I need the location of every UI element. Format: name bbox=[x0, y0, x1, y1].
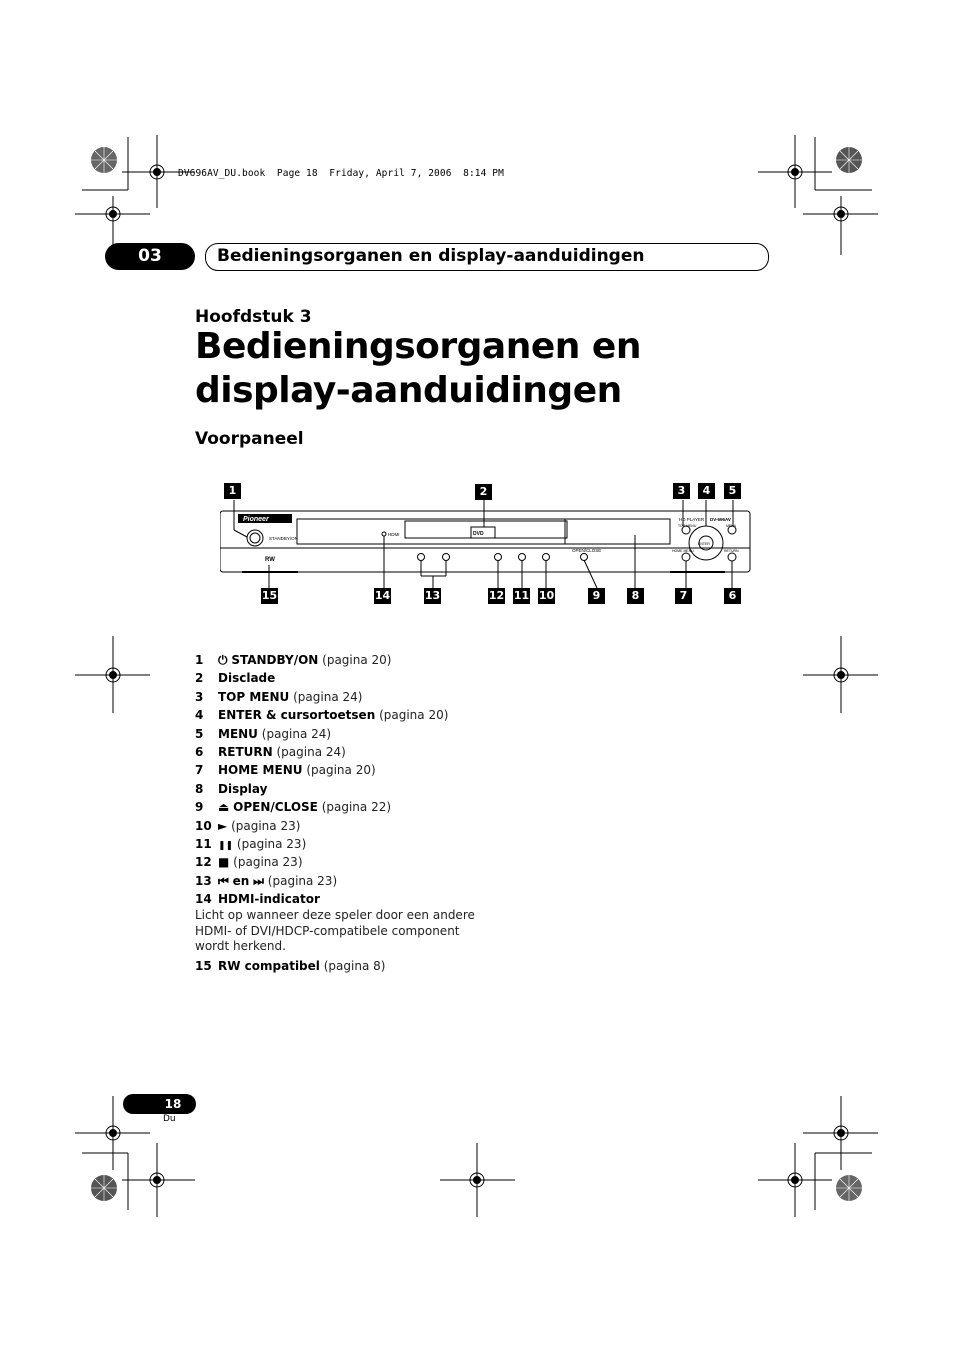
legend-item bbox=[195, 817, 495, 835]
legend-item bbox=[195, 651, 495, 669]
legend-number: 8 bbox=[195, 781, 204, 796]
callout-10: 10 bbox=[538, 589, 555, 602]
chapter-number: 03 bbox=[138, 246, 162, 266]
panel-rw-logo: RW bbox=[265, 557, 275, 563]
panel-model-label: DV-696AV bbox=[710, 517, 731, 522]
legend-number: 13 bbox=[195, 873, 212, 888]
legend-item bbox=[195, 725, 495, 743]
legend-number: 7 bbox=[195, 763, 204, 778]
legend-label: RETURN bbox=[218, 744, 273, 759]
legend-number: 5 bbox=[195, 726, 204, 741]
pause-icon: ❚❚ bbox=[218, 840, 234, 851]
legend-label: STANDBY/ON bbox=[231, 653, 319, 667]
legend-item bbox=[195, 780, 495, 798]
panel-brand: Pioneer bbox=[243, 516, 269, 523]
panel-standby-label: STANDBY/ON bbox=[269, 536, 298, 541]
legend-label: Display bbox=[218, 781, 268, 796]
legend-number: 4 bbox=[195, 708, 204, 723]
legend-page-ref: (pagina 20) bbox=[322, 653, 392, 667]
front-panel-diagram bbox=[220, 480, 760, 610]
legend-description: Licht op wanneer deze speler door een andere HDMI- of DVI/HDCP-compatibele component wordt herkend. bbox=[195, 908, 475, 954]
chapter-header-title: Bedieningsorganen en display-aanduidingen bbox=[217, 246, 645, 266]
legend-item bbox=[195, 872, 495, 890]
legend-page-ref: (pagina 24) bbox=[276, 744, 346, 759]
legend-item bbox=[195, 706, 495, 724]
control-legend bbox=[195, 651, 495, 975]
page-title: Bedieningsorganen en display-aanduidingen bbox=[195, 326, 641, 411]
page-number: 18 bbox=[164, 1097, 182, 1111]
legend-number: 1 bbox=[195, 653, 204, 667]
callout-7: 7 bbox=[675, 588, 692, 604]
panel-top-menu-label: TOP MENU bbox=[678, 524, 697, 528]
callout-14: 14 bbox=[374, 589, 391, 602]
legend-label: HOME MENU bbox=[218, 763, 303, 778]
legend-item bbox=[195, 835, 495, 853]
legend-item bbox=[195, 798, 495, 816]
legend-number: 15 bbox=[195, 958, 212, 973]
legend-page-ref: (pagina 23) bbox=[231, 818, 301, 833]
panel-hd-player-label: HD PLAYER bbox=[679, 517, 705, 522]
panel-enter-label: ENTER bbox=[698, 542, 710, 546]
legend-page-ref: (pagina 24) bbox=[293, 689, 363, 704]
legend-number: 3 bbox=[195, 689, 204, 704]
callout-1: 1 bbox=[224, 483, 241, 499]
legend-item bbox=[195, 688, 495, 706]
callout-11: 11 bbox=[513, 589, 530, 602]
previous-icon: ⏮ bbox=[218, 873, 229, 888]
section-heading: Voorpaneel bbox=[195, 429, 304, 449]
panel-open-close-label: OPEN/CLOSE bbox=[572, 548, 602, 553]
callout-6: 6 bbox=[724, 588, 741, 604]
callout-8: 8 bbox=[627, 588, 644, 604]
legend-label: OPEN/CLOSE bbox=[233, 800, 318, 815]
legend-item bbox=[195, 669, 495, 687]
chapter-label: Hoofdstuk 3 bbox=[195, 307, 312, 327]
panel-return-label: RETURN bbox=[724, 549, 739, 553]
legend-label: RW compatibel bbox=[218, 958, 320, 973]
legend-number: 14 bbox=[195, 892, 212, 907]
legend-number: 2 bbox=[195, 671, 204, 686]
callout-15: 15 bbox=[261, 589, 278, 602]
legend-page-ref: (pagina 8) bbox=[323, 958, 386, 973]
legend-page-ref: (pagina 24) bbox=[261, 726, 332, 741]
legend-label: Disclade bbox=[218, 671, 276, 686]
legend-page-ref: (pagina 20) bbox=[306, 763, 376, 778]
callout-5: 5 bbox=[724, 483, 741, 499]
eject-icon: ⏏ bbox=[218, 800, 230, 815]
legend-number: 10 bbox=[195, 818, 212, 833]
play-icon: ► bbox=[218, 818, 228, 833]
stop-icon: ■ bbox=[218, 855, 230, 870]
legend-number: 12 bbox=[195, 855, 212, 870]
legend-item bbox=[195, 890, 495, 908]
legend-item bbox=[195, 853, 495, 871]
legend-label: HDMI-indicator bbox=[218, 892, 320, 907]
panel-menu-label: MENU bbox=[726, 524, 737, 528]
legend-number: 6 bbox=[195, 744, 204, 759]
legend-number: 11 bbox=[195, 836, 212, 851]
standby-icon: ⏻ bbox=[218, 653, 228, 667]
callout-4: 4 bbox=[698, 483, 715, 499]
panel-home-menu-label: HOME MENU bbox=[672, 549, 694, 553]
callout-13: 13 bbox=[424, 589, 441, 602]
callout-3: 3 bbox=[673, 483, 690, 499]
legend-label: ENTER & cursortoetsen bbox=[218, 708, 376, 723]
next-icon: ⏭ bbox=[253, 873, 264, 888]
legend-page-ref: (pagina 23) bbox=[236, 836, 307, 851]
legend-label: en bbox=[232, 873, 250, 888]
legend-label: MENU bbox=[218, 726, 258, 741]
legend-page-ref: (pagina 23) bbox=[267, 873, 338, 888]
legend-page-ref: (pagina 23) bbox=[233, 855, 303, 870]
callout-2: 2 bbox=[475, 484, 492, 500]
legend-number: 9 bbox=[195, 800, 204, 815]
legend-item bbox=[195, 761, 495, 779]
book-file-line: DV696AV_DU.book Page 18 Friday, April 7, 2006 8:14 PM bbox=[178, 168, 504, 179]
legend-item bbox=[195, 957, 495, 975]
legend-item bbox=[195, 743, 495, 761]
legend-page-ref: (pagina 22) bbox=[321, 800, 392, 815]
legend-page-ref: (pagina 20) bbox=[379, 708, 449, 723]
legend-label: TOP MENU bbox=[218, 689, 290, 704]
callout-12: 12 bbox=[488, 589, 505, 602]
panel-hdmi-label: HDMI bbox=[388, 532, 400, 537]
page-language: Du bbox=[163, 1114, 176, 1124]
callout-9: 9 bbox=[588, 588, 605, 604]
panel-dvd-logo: DVD bbox=[473, 531, 484, 537]
